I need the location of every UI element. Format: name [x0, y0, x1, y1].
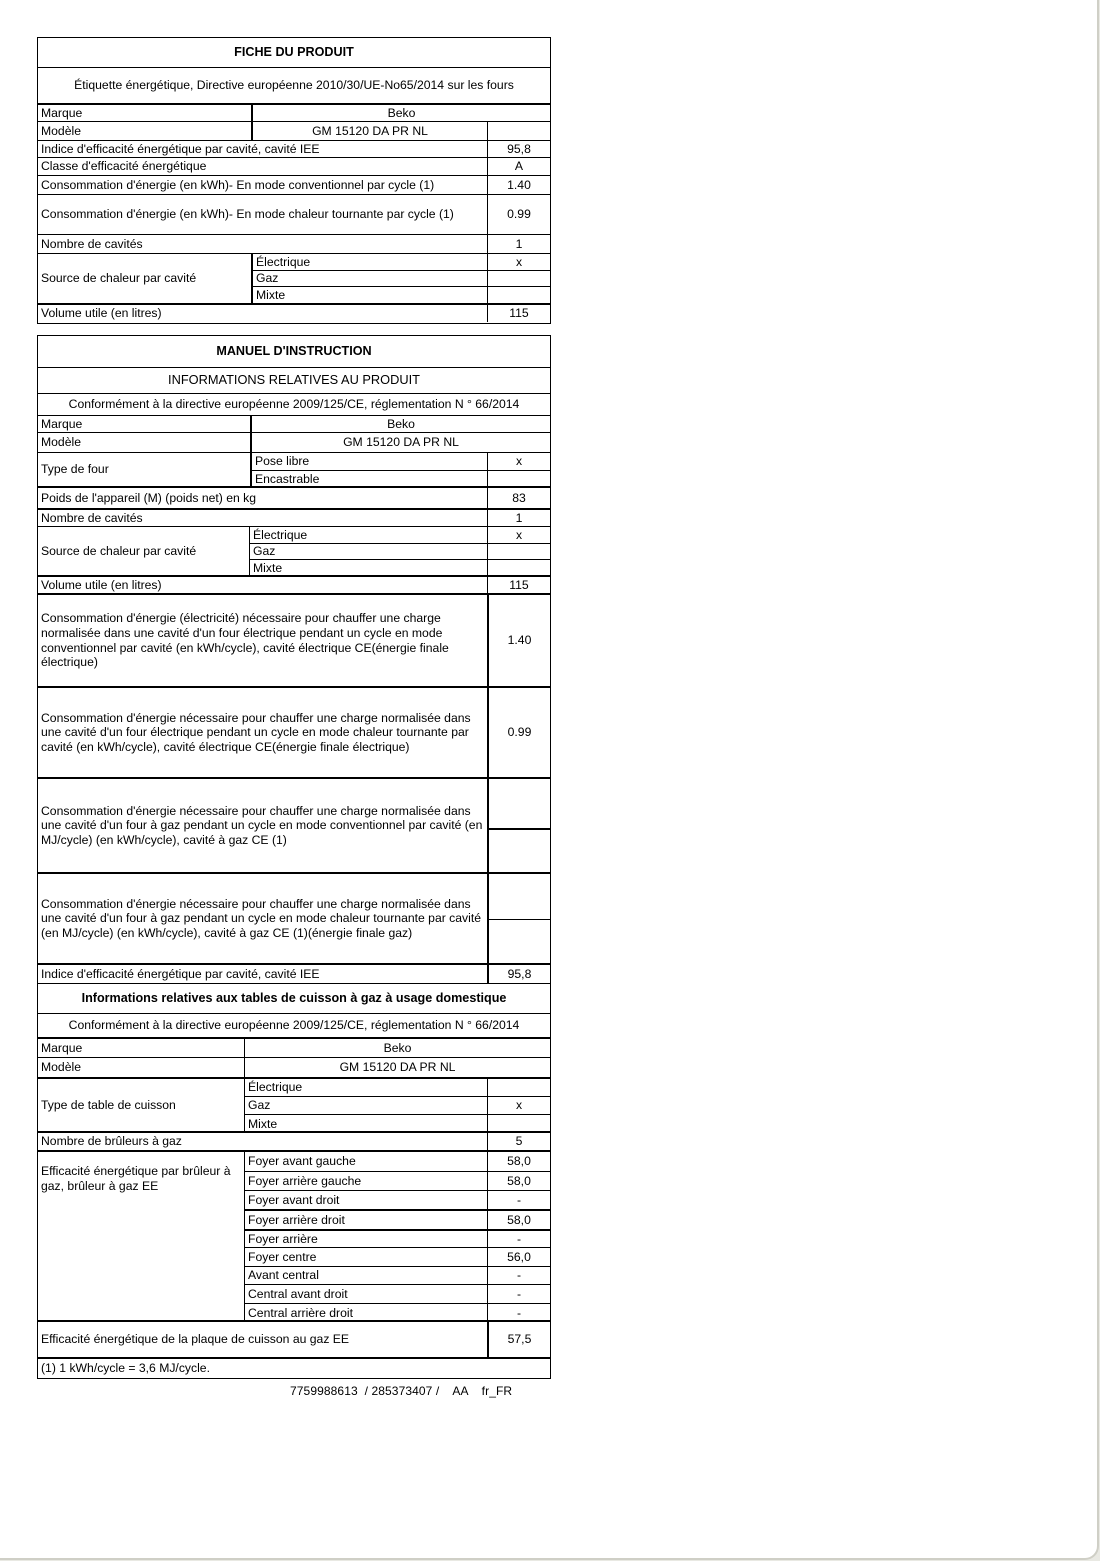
foyer-label: Foyer arrière gauche: [248, 1173, 362, 1188]
cuisson-type-val-electrique: [487, 1079, 550, 1096]
fiche-source-opt-gaz: Gaz: [256, 271, 279, 286]
foyer-value: -: [487, 1285, 550, 1303]
manuel-type-opt-encastrable: Encastrable: [255, 471, 320, 486]
cuisson-modele-label: Modèle: [41, 1060, 81, 1075]
manuel-modele-value: GM 15120 DA PR NL: [250, 433, 550, 452]
cuisson-modele-value: GM 15120 DA PR NL: [244, 1058, 550, 1077]
fiche-classe-value: A: [487, 158, 550, 175]
manuel-marque-value: Beko: [250, 416, 550, 432]
foyer-label: Central arrière droit: [248, 1305, 353, 1320]
cuisson-note: (1) 1 kWh/cycle = 3,6 MJ/cycle.: [41, 1360, 210, 1375]
cuisson-eff-label: Efficacité énergétique par brûleur à gaz, brûleur à gaz EE: [41, 1164, 231, 1193]
fiche-source-val-electrique: x: [487, 254, 550, 270]
cuisson-directive: Conformément à la directive européenne 2009/125/CE, réglementation N ° 66/2014: [68, 1018, 520, 1033]
foyer-label: Foyer arrière: [248, 1231, 318, 1246]
fiche-classe-label: Classe d'efficacité énergétique: [41, 159, 207, 174]
cuisson-type-val-gaz: x: [487, 1097, 550, 1114]
fiche-source-val-gaz: [487, 271, 550, 286]
foyer-value: 58,0: [487, 1211, 550, 1229]
manuel-ce-gaz-chaleur-label: Consommation d'énergie nécessaire pour chauffer une charge normalisée dans une cavité d'un four à gaz pendant un cycle en mode chaleur tournante par cavité (en MJ/cycle) (en kWh/cycle), cavité à gaz CE (1)(énergie finale gaz): [41, 896, 482, 940]
cuisson-type-label: Type de table de cuisson: [41, 1097, 176, 1112]
manuel-iee-value: 95,8: [487, 965, 550, 983]
manuel-info-title: INFORMATIONS RELATIVES AU PRODUIT: [168, 372, 420, 388]
manuel-source-val-gaz: [487, 544, 550, 559]
fiche-iee-value: 95,8: [487, 141, 550, 157]
fiche-nb-cavites-label: Nombre de cavités: [41, 236, 143, 251]
manuel-source-opt-gaz: Gaz: [253, 544, 276, 559]
fiche-produit-table: [37, 37, 551, 324]
fiche-title: FICHE DU PRODUIT: [234, 45, 354, 60]
fiche-modele-extra: [487, 122, 550, 140]
cuisson-title: Informations relatives aux tables de cuisson à gaz à usage domestique: [81, 991, 507, 1006]
manuel-ce-elec-conv-value: 1.40: [487, 595, 550, 686]
manuel-type-label: Type de four: [41, 462, 109, 477]
manuel-marque-label: Marque: [41, 416, 83, 431]
manuel-ce-elec-conv-label: Consommation d'énergie (électricité) nécessaire pour chauffer une charge normalisée dans une cavité d'un four électrique pendant un cycle en mode conventionnel par cavité (en kWh/cycle), cavité électrique CE(énergie finale électrique): [41, 611, 449, 670]
foyer-value: 58,0: [487, 1172, 550, 1190]
foyer-value: -: [487, 1304, 550, 1322]
cuisson-plaque-label: Efficacité énergétique de la plaque de cuisson au gaz EE: [41, 1332, 350, 1347]
manuel-iee-label: Indice d'efficacité énergétique par cavité, cavité IEE: [41, 966, 320, 981]
cuisson-marque-label: Marque: [41, 1040, 83, 1055]
manuel-directive: Conformément à la directive européenne 2009/125/CE, réglementation N ° 66/2014: [68, 397, 520, 412]
foyer-label: Avant central: [248, 1268, 319, 1283]
manuel-ce-elec-chaleur-value: 0.99: [487, 688, 550, 777]
fiche-iee-label: Indice d'efficacité énergétique par cavité, cavité IEE: [41, 141, 320, 156]
fiche-conso-chaleur-value: 0.99: [487, 195, 550, 234]
cuisson-marque-value: Beko: [244, 1039, 550, 1057]
manuel-source-val-mixte: [487, 560, 550, 576]
manuel-ce-gaz-conv-values: [487, 779, 550, 872]
foyer-label: Foyer centre: [248, 1249, 317, 1264]
manuel-type-options: [250, 453, 550, 486]
manuel-nb-cavites-value: 1: [487, 510, 550, 526]
fiche-volume-value: 115: [487, 305, 550, 322]
cuisson-bruleurs-value: 5: [487, 1133, 550, 1150]
foyer-value: -: [487, 1231, 550, 1247]
manuel-ce-gaz-conv-mj: [489, 779, 550, 828]
foyer-value: -: [487, 1267, 550, 1284]
manuel-table: [37, 335, 551, 1379]
foyer-value: 56,0: [487, 1248, 550, 1266]
manuel-ce-gaz-conv-kwh: [489, 830, 550, 872]
fiche-volume-label: Volume utile (en litres): [41, 306, 162, 321]
manuel-ce-gaz-chaleur-values: [487, 874, 550, 963]
manuel-type-val-pose-libre: x: [487, 453, 550, 470]
manuel-type-opt-pose-libre: Pose libre: [255, 454, 310, 469]
cuisson-foyers: [244, 1152, 550, 1320]
manuel-type-val-encastrable: [487, 471, 550, 487]
manuel-ce-gaz-conv-label: Consommation d'énergie nécessaire pour chauffer une charge normalisée dans une cavité d'un four à gaz pendant un cycle en mode conventionnel par cavité (en MJ/cycle) (en kWh/cycle), cavité à gaz CE (1): [41, 803, 483, 847]
fiche-source-val-mixte: [487, 287, 550, 304]
cuisson-type-opt-mixte: Mixte: [248, 1116, 278, 1131]
cuisson-bruleurs-label: Nombre de brûleurs à gaz: [41, 1134, 182, 1149]
manuel-poids-label: Poids de l'appareil (M) (poids net) en kg: [41, 490, 257, 505]
manuel-source-opt-electrique: Électrique: [253, 527, 308, 542]
document-code: 7759988613 / 285373407 / AA fr_FR: [290, 1384, 513, 1398]
manuel-ce-gaz-chaleur-kwh: [489, 920, 550, 963]
fiche-source-opt-mixte: Mixte: [256, 288, 286, 303]
foyer-label: Central avant droit: [248, 1286, 348, 1301]
cuisson-type-opt-gaz: Gaz: [248, 1098, 271, 1113]
manuel-nb-cavites-label: Nombre de cavités: [41, 510, 143, 525]
manuel-poids-value: 83: [487, 488, 550, 508]
manuel-volume-label: Volume utile (en litres): [41, 577, 162, 592]
fiche-conso-conv-label: Consommation d'énergie (en kWh)- En mode conventionnel par cycle (1): [41, 177, 435, 192]
foyer-label: Foyer avant gauche: [248, 1154, 356, 1169]
fiche-conso-conv-value: 1.40: [487, 176, 550, 194]
manuel-source-val-electrique: x: [487, 527, 550, 543]
manuel-modele-label: Modèle: [41, 435, 81, 450]
fiche-modele-label: Modèle: [41, 123, 81, 138]
fiche-source-opt-electrique: Électrique: [256, 254, 311, 269]
cuisson-type-opt-electrique: Électrique: [248, 1080, 303, 1095]
cuisson-plaque-value: 57,5: [487, 1322, 550, 1357]
foyer-value: -: [487, 1191, 550, 1209]
foyer-value: 58,0: [487, 1152, 550, 1171]
foyer-label: Foyer arrière droit: [248, 1212, 345, 1227]
fiche-nb-cavites-value: 1: [487, 235, 550, 253]
fiche-source-label: Source de chaleur par cavité: [41, 271, 197, 286]
cuisson-type-options: [244, 1079, 550, 1131]
manuel-ce-gaz-chaleur-mj: [489, 874, 550, 919]
fiche-subtitle: Étiquette énergétique, Directive européenne 2010/30/UE-No65/2014 sur les fours: [74, 78, 514, 93]
manuel-source-options: [249, 527, 550, 575]
fiche-modele-value: GM 15120 DA PR NL: [251, 122, 487, 140]
foyer-label: Foyer avant droit: [248, 1192, 340, 1207]
fiche-source-options: [251, 254, 550, 303]
manuel-title: MANUEL D'INSTRUCTION: [216, 344, 372, 359]
manuel-source-opt-mixte: Mixte: [253, 560, 283, 575]
fiche-marque-value: Beko: [251, 105, 550, 121]
manuel-volume-value: 115: [487, 577, 550, 593]
fiche-conso-chaleur-label: Consommation d'énergie (en kWh)- En mode chaleur tournante par cycle (1): [41, 207, 454, 222]
manuel-ce-elec-chaleur-label: Consommation d'énergie nécessaire pour chauffer une charge normalisée dans une cavité d'un four électrique pendant un cycle en mode chaleur tournante par cavité (en kWh/cycle), cavité électrique CE(énergie finale électrique): [41, 710, 471, 754]
manuel-source-label: Source de chaleur par cavité: [41, 543, 197, 558]
fiche-marque-label: Marque: [41, 105, 83, 120]
